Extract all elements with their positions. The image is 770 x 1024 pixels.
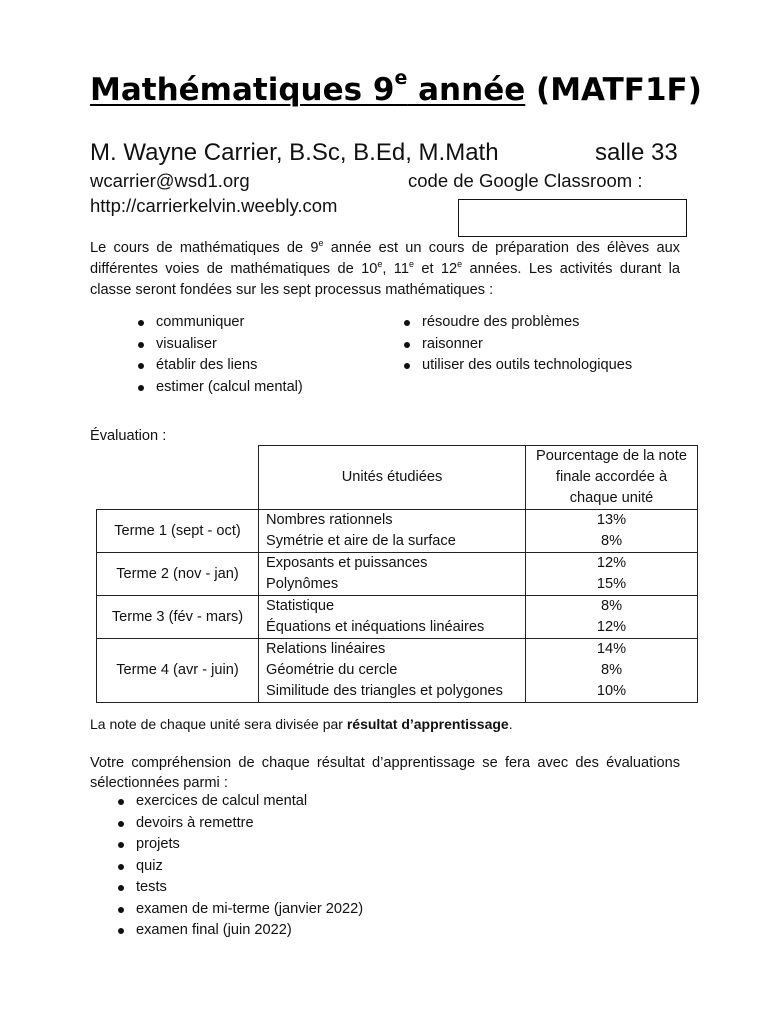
google-classroom-code-box [458,199,687,237]
table-row [97,510,698,553]
page-title [90,67,702,110]
unit-name: Polynômes [266,576,339,592]
term-cell: Terme 2 (nov - jan) [97,553,259,596]
intro-sup: e [408,259,414,269]
list-item: exercices de calcul mental [115,791,363,813]
list-item: résoudre des problèmes [401,312,632,334]
table-row [97,553,698,596]
percent-cell [526,639,698,703]
teacher-name: M. Wayne Carrier, B.Sc, B.Ed, M.Math [90,139,499,166]
list-item: utiliser des outils technologiques [401,355,632,377]
empty-cell [97,446,259,510]
note-text: . [508,716,513,732]
unit-percent: 12% [596,619,627,635]
title-superscript: e [394,67,408,89]
list-item: devoirs à remettre [115,813,363,835]
note-text: La note de chaque unité sera divisée par [90,716,347,732]
unit-percent: 15% [596,576,627,592]
list-item: estimer (calcul mental) [135,377,303,399]
intro-text: , 11 [382,261,409,277]
unit-name: Statistique [266,598,335,614]
percent-cell [526,510,698,553]
unit-name: Exposants et puissances [266,555,428,571]
comprehension-paragraph: Votre compréhension de chaque résultat d’apprentissage se fera avec des évaluations sélectionnées parmi : [90,755,680,791]
intro-sup: e [457,259,463,269]
evaluation-types-list [115,791,363,942]
term-cell: Terme 1 (sept - oct) [97,510,259,553]
google-classroom-label: code de Google Classroom : [408,170,643,191]
evaluation-label: Évaluation : [90,428,167,444]
unit-name: Relations linéaires [266,641,386,657]
room-number: salle 33 [595,139,678,166]
list-item: projets [115,834,363,856]
intro-text: années. Les activités durant la classe seront fondées sur les sept processus mathématiques : [90,261,680,298]
percent-header [526,446,698,510]
list-item: établir des liens [135,355,303,377]
intro-text: Le cours de mathématiques de 9 [90,240,319,256]
list-item: tests [115,877,363,899]
unit-name: Similitude des triangles et polygones [266,683,503,699]
units-header: Unités étudiées [259,446,526,510]
grading-note [90,714,513,734]
table-row [97,596,698,639]
process-list-left [135,312,303,398]
intro-sup: e [318,238,324,248]
list-item: quiz [115,856,363,878]
unit-percent: 8% [600,533,623,549]
units-cell [259,639,526,703]
intro-sup: e [377,259,383,269]
title-main: Mathématiques 9 [90,72,395,108]
list-item: visualiser [135,334,303,356]
term-cell: Terme 3 (fév - mars) [97,596,259,639]
table-header-row [97,446,698,510]
teacher-email: wcarrier@wsd1.org [90,170,250,191]
unit-name: Symétrie et aire de la surface [266,533,456,549]
unit-percent: 8% [600,662,623,678]
title-annee: année [407,72,526,108]
note-bold-text: résultat d’apprentissage [346,716,509,732]
title-underlined [90,67,526,108]
list-item: communiquer [135,312,303,334]
unit-name: Géométrie du cercle [266,662,398,678]
list-item: raisonner [401,334,632,356]
teacher-website: http://carrierkelvin.weebly.com [90,195,338,216]
table-row [97,639,698,703]
percent-cell [526,596,698,639]
list-item: examen final (juin 2022) [115,920,363,942]
process-list-right [401,312,632,377]
unit-name: Nombres rationnels [266,512,393,528]
units-cell [259,553,526,596]
evaluation-table [96,445,698,703]
unit-percent: 13% [596,512,627,528]
course-code: (MATF1F) [525,72,702,108]
percent-header-text: Pourcentage de la note finale accordée à chaque unité [536,448,687,506]
unit-percent: 14% [596,641,627,657]
unit-percent: 12% [596,555,627,571]
units-cell [259,596,526,639]
units-cell [259,510,526,553]
intro-paragraph [90,238,680,301]
unit-percent: 10% [596,683,627,699]
unit-name: Équations et inéquations linéaires [266,619,485,635]
unit-percent: 8% [600,598,623,614]
list-item: examen de mi-terme (janvier 2022) [115,899,363,921]
percent-cell [526,553,698,596]
intro-text: et 12 [413,261,458,277]
intro-text: année est un cours de préparation des élèves aux différentes voies de mathématiques de 10 [90,240,680,277]
term-cell: Terme 4 (avr - juin) [97,639,259,703]
